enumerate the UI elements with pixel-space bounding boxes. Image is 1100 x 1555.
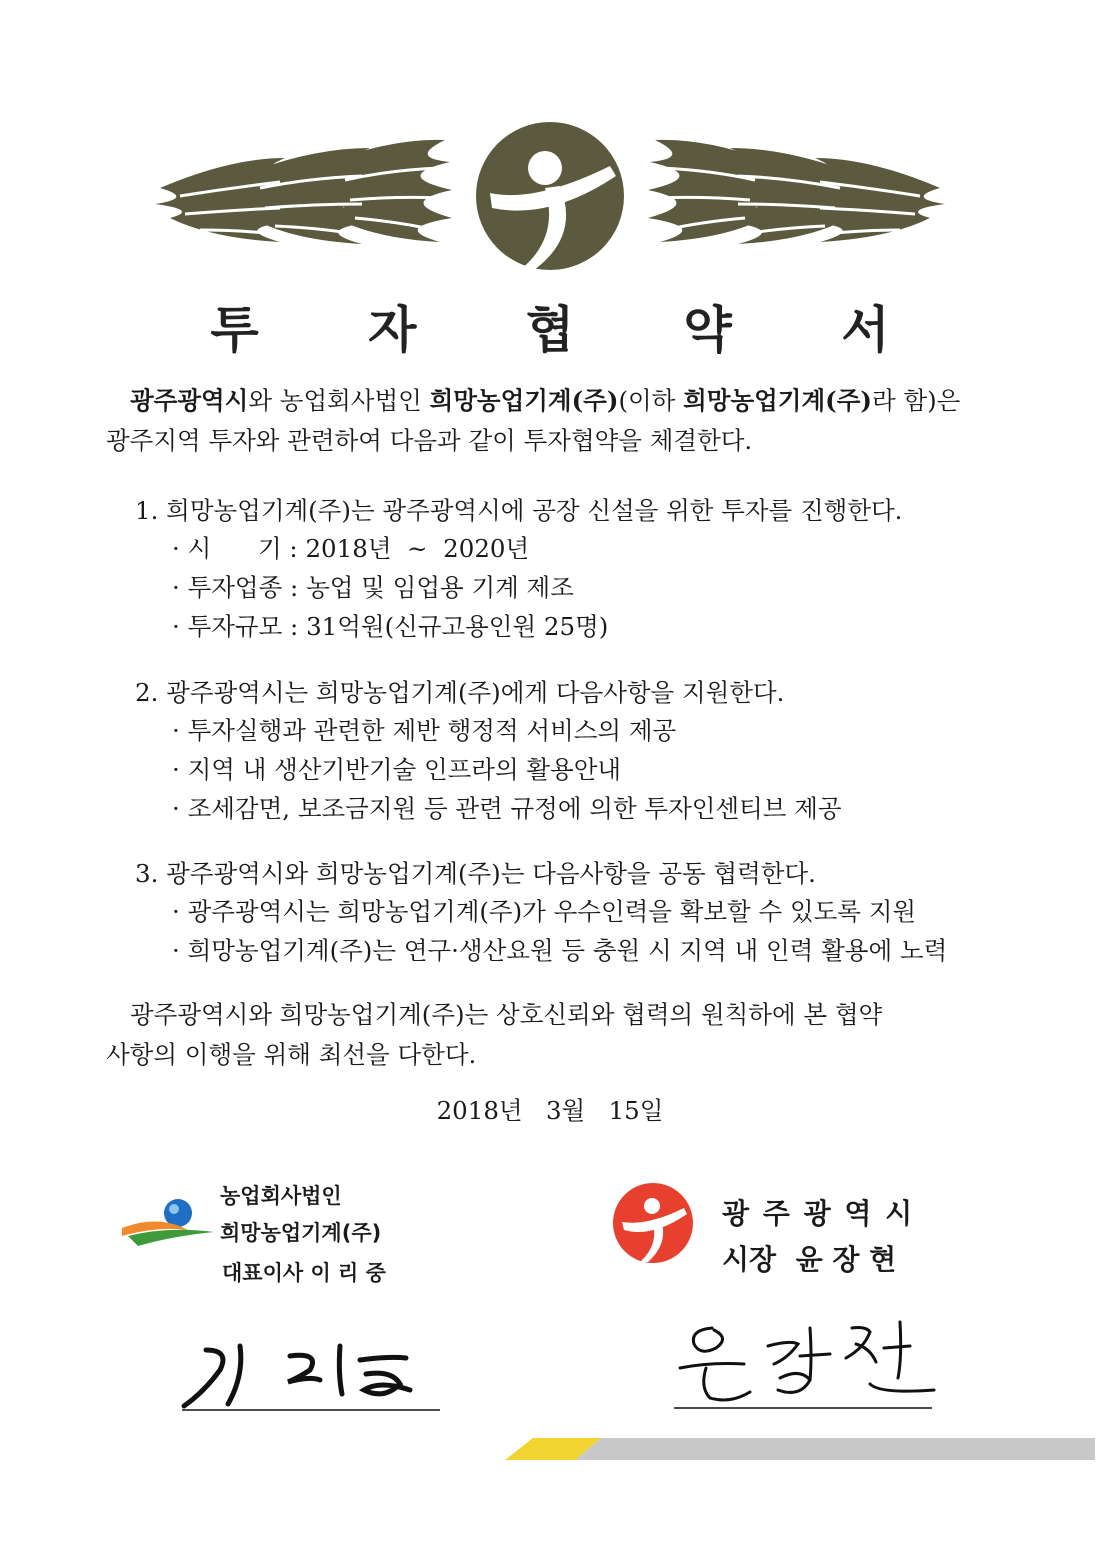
closing-line-1: 광주광역시와 희망농업기계(주)는 상호신뢰와 협력의 원칙하에 본 협약 (130, 1000, 883, 1029)
clause-3-item: · 광주광역시는 희망농업기계(주)가 우수인력을 확보할 수 있도록 지원 (172, 897, 917, 926)
clause-1-item: · 투자업종 : 농업 및 임업용 기계 제조 (172, 573, 574, 602)
clause-2-item: · 조세감면, 보조금지원 등 관련 규정에 의한 투자인센티브 제공 (172, 794, 842, 823)
clause-1-item: · 투자규모 : 31억원(신규고용인원 25명) (172, 612, 609, 641)
clause-2-heading: 2. 광주광역시는 희망농업기계(주)에게 다음사항을 지원한다. (135, 678, 785, 707)
company-logo (118, 1196, 218, 1252)
city-signature (670, 1308, 950, 1418)
document-title: 투 자 협 약 서 (210, 301, 936, 359)
company-signature (170, 1330, 450, 1420)
clause-2-item: · 투자실행과 관련한 제반 행정적 서비스의 제공 (172, 716, 677, 745)
city-logo (612, 1182, 694, 1264)
intro-line-2: 광주지역 투자와 관련하여 다음과 같이 투자협약을 체결한다. (106, 426, 753, 455)
intro-text-b: (이하 (618, 386, 684, 415)
emblem-logo (140, 118, 960, 278)
company-name: 희망농업기계(주) (220, 1221, 382, 1245)
city-name: 광 주 광 역 시 (722, 1197, 915, 1230)
city-mayor: 시장 윤 장 현 (722, 1243, 897, 1276)
company-representative: 대표이사 이 리 중 (222, 1261, 386, 1285)
intro-city: 광주광역시 (130, 386, 249, 415)
clause-3-item: · 희망농업기계(주)는 연구·생산요원 등 충원 시 지역 내 인력 활용에 노력 (172, 936, 948, 965)
intro-company: 희망농업기계(주) (429, 386, 619, 415)
intro-text-c: 라 함)은 (872, 386, 961, 415)
clause-1-heading: 1. 희망농업기계(주)는 광주광역시에 공장 신설을 위한 투자를 진행한다. (135, 496, 903, 525)
intro-company-alias: 희망농업기계(주) (683, 386, 872, 415)
clause-1-item: · 시 기 : 2018년 ~ 2020년 (172, 534, 530, 563)
company-type: 농업회사법인 (220, 1184, 342, 1208)
footer-color-band (505, 1434, 1095, 1464)
clause-2-item: · 지역 내 생산기반기술 인프라의 활용안내 (172, 755, 622, 784)
intro-text-a: 와 농업회사법인 (248, 386, 430, 415)
clause-3-heading: 3. 광주광역시와 희망농업기계(주)는 다음사항을 공동 협력한다. (135, 859, 816, 888)
closing-line-2: 사항의 이행을 위해 최선을 다한다. (106, 1040, 477, 1069)
intro-line-1 (130, 381, 960, 421)
agreement-date: 2018년 3월 15일 (436, 1096, 664, 1125)
